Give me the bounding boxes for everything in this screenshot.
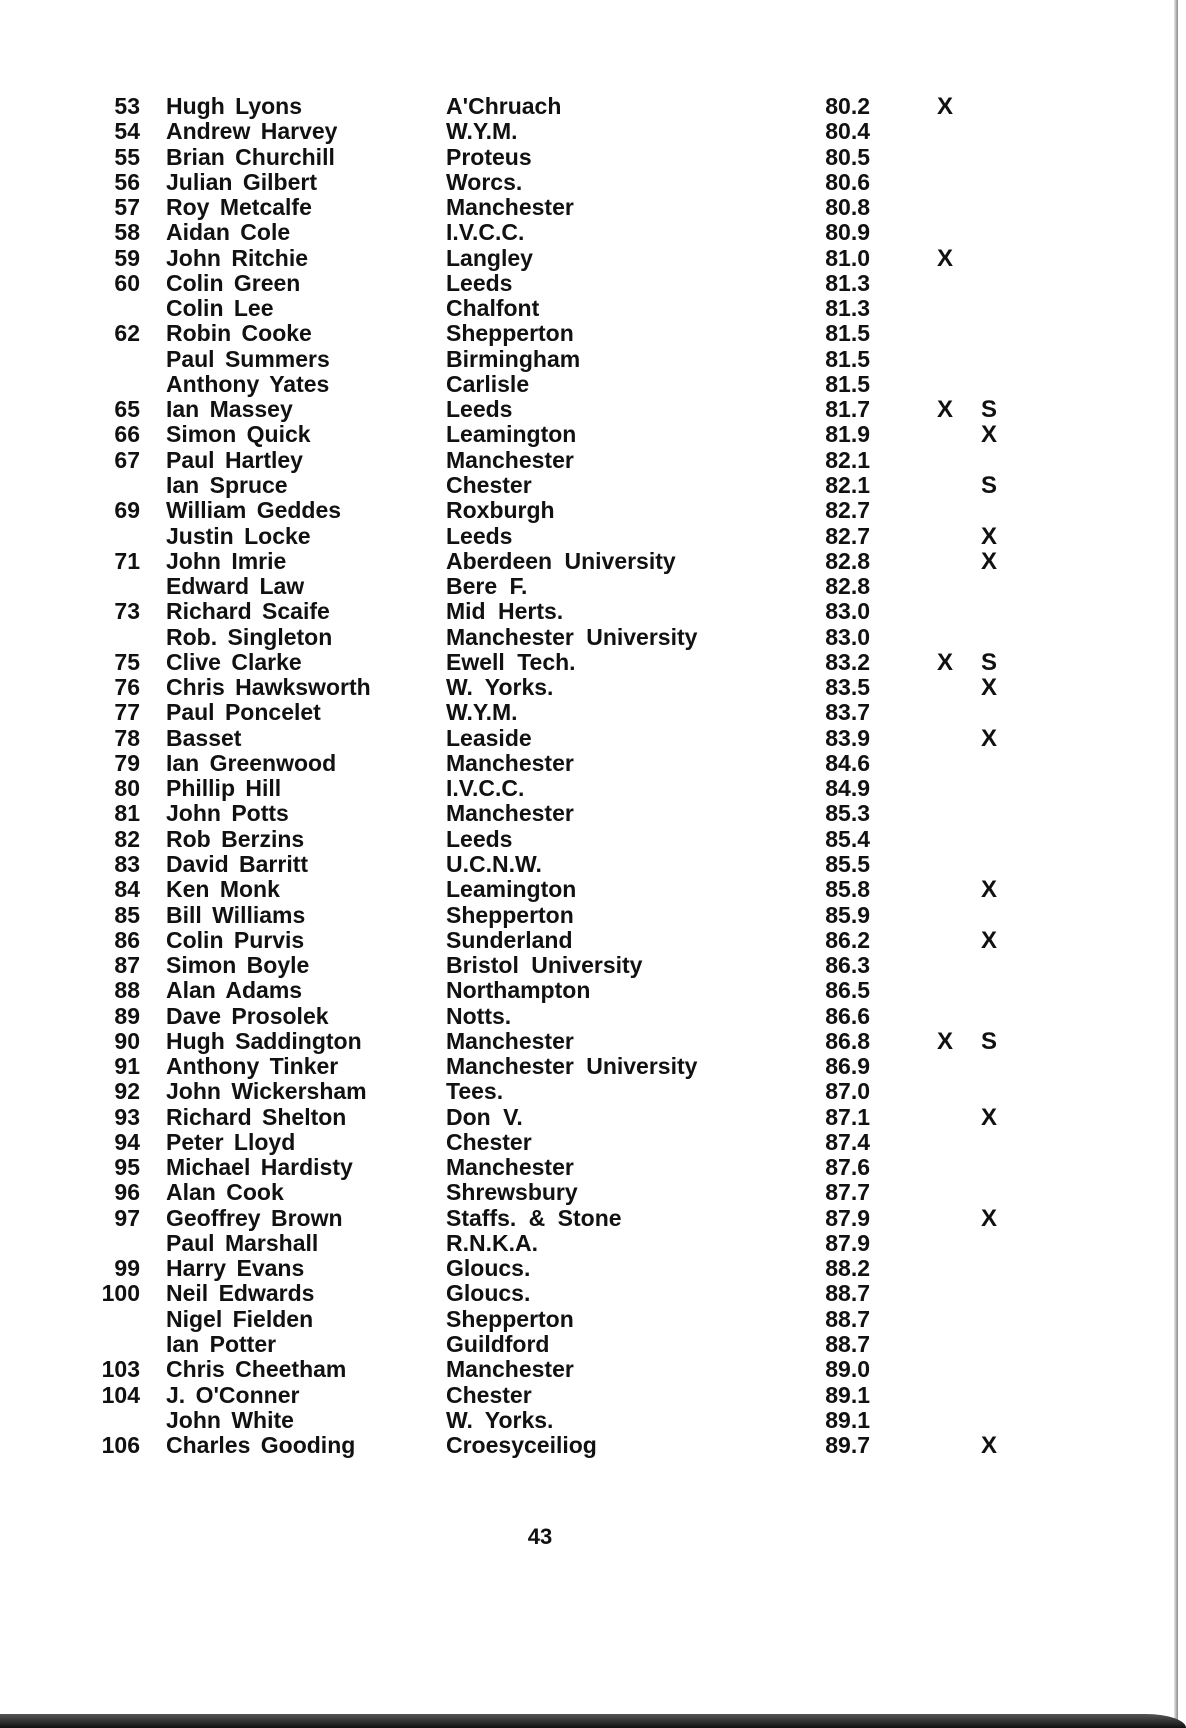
position-number: 75	[114, 648, 140, 675]
club-name: Proteus	[446, 143, 532, 170]
competitor-name: Clive Clarke	[166, 648, 302, 675]
competitor-name: Rob. Singleton	[166, 623, 333, 650]
club-name: Shrewsbury	[446, 1179, 578, 1206]
result-row	[0, 94, 1186, 119]
time-value: 85.8	[825, 876, 870, 903]
club-name: Leaside	[446, 724, 532, 751]
mark-x: X	[936, 396, 953, 424]
mark-s: S	[980, 648, 997, 676]
competitor-name: Chris Cheetham	[166, 1356, 347, 1383]
competitor-name: Phillip Hill	[166, 775, 282, 802]
mark-s: X	[980, 1432, 997, 1460]
competitor-name: Richard Shelton	[166, 1103, 347, 1130]
time-value: 86.5	[825, 977, 870, 1004]
club-name: Tees.	[446, 1078, 504, 1105]
position-number: 60	[114, 269, 140, 296]
mark-s: X	[980, 674, 997, 702]
position-number: 54	[114, 118, 140, 145]
club-name: R.N.K.A.	[446, 1229, 538, 1256]
result-row	[0, 1054, 1186, 1079]
result-row	[0, 903, 1186, 928]
club-name: W.Y.M.	[446, 699, 518, 726]
competitor-name: Colin Green	[166, 269, 301, 296]
time-value: 82.7	[825, 522, 870, 549]
competitor-name: Simon Boyle	[166, 952, 310, 979]
result-row	[0, 1180, 1186, 1205]
result-row	[0, 347, 1186, 372]
club-name: Chester	[446, 1381, 532, 1408]
time-value: 81.7	[825, 396, 870, 423]
club-name: Leeds	[446, 396, 513, 423]
mark-s: X	[980, 547, 997, 575]
result-row	[0, 1029, 1186, 1054]
competitor-name: Richard Scaife	[166, 598, 330, 625]
competitor-name: Nigel Fielden	[166, 1305, 314, 1332]
result-row	[0, 1408, 1186, 1433]
result-row	[0, 1004, 1186, 1029]
competitor-name: Chris Hawksworth	[166, 674, 371, 701]
competitor-name: Bill Williams	[166, 901, 306, 928]
position-number: 97	[114, 1204, 140, 1231]
competitor-name: John White	[166, 1406, 294, 1433]
club-name: Manchester	[446, 800, 574, 827]
club-name: Langley	[446, 244, 533, 271]
position-number: 67	[114, 446, 140, 473]
result-row	[0, 422, 1186, 447]
time-value: 83.0	[825, 623, 870, 650]
time-value: 88.7	[825, 1280, 870, 1307]
position-number: 81	[114, 800, 140, 827]
time-value: 87.0	[825, 1078, 870, 1105]
competitor-name: Simon Quick	[166, 421, 311, 448]
time-value: 86.8	[825, 1027, 870, 1054]
competitor-name: Ian Spruce	[166, 471, 288, 498]
result-row	[0, 599, 1186, 624]
position-number: 89	[114, 1002, 140, 1029]
mark-x: X	[936, 93, 953, 120]
time-value: 80.9	[825, 219, 870, 246]
position-number: 76	[114, 674, 140, 701]
mark-s: X	[980, 421, 997, 449]
competitor-name: Peter Lloyd	[166, 1128, 296, 1155]
result-row	[0, 953, 1186, 978]
competitor-name: Julian Gilbert	[166, 168, 317, 195]
position-number: 90	[114, 1027, 140, 1054]
time-value: 81.3	[825, 295, 870, 322]
position-number: 77	[114, 699, 140, 726]
club-name: Chester	[446, 1128, 532, 1155]
position-number: 83	[114, 850, 140, 877]
position-number: 96	[114, 1179, 140, 1206]
club-name: Worcs.	[446, 168, 523, 195]
position-number: 56	[114, 168, 140, 195]
club-name: I.V.C.C.	[446, 775, 525, 802]
position-number: 71	[114, 547, 140, 574]
time-value: 81.9	[825, 421, 870, 448]
result-row	[0, 675, 1186, 700]
result-row	[0, 1357, 1186, 1382]
position-number: 103	[101, 1356, 140, 1383]
club-name: Notts.	[446, 1002, 512, 1029]
club-name: Staffs. & Stone	[446, 1204, 622, 1231]
position-number: 106	[101, 1432, 140, 1459]
position-number: 88	[114, 977, 140, 1004]
club-name: Bristol University	[446, 952, 643, 979]
time-value: 89.1	[825, 1381, 870, 1408]
club-name: Guildford	[446, 1331, 550, 1358]
club-name: Bere F.	[446, 573, 528, 600]
result-row	[0, 574, 1186, 599]
club-name: Sunderland	[446, 926, 573, 953]
club-name: A'Chruach	[446, 93, 562, 119]
time-value: 81.0	[825, 244, 870, 271]
club-name: Manchester University	[446, 1053, 698, 1080]
position-number: 78	[114, 724, 140, 751]
position-number: 93	[114, 1103, 140, 1130]
position-number: 82	[114, 825, 140, 852]
time-value: 85.9	[825, 901, 870, 928]
time-value: 81.5	[825, 345, 870, 372]
time-value: 84.9	[825, 775, 870, 802]
position-number: 99	[114, 1255, 140, 1282]
competitor-name: Dave Prosolek	[166, 1002, 329, 1029]
result-row	[0, 397, 1186, 422]
time-value: 83.7	[825, 699, 870, 726]
time-value: 82.1	[825, 446, 870, 473]
time-value: 81.5	[825, 370, 870, 397]
mark-s: S	[980, 1027, 997, 1055]
results-list	[0, 94, 1186, 1458]
club-name: Leeds	[446, 825, 513, 852]
result-row	[0, 372, 1186, 397]
time-value: 82.8	[825, 547, 870, 574]
club-name: Shepperton	[446, 320, 574, 347]
competitor-name: Rob Berzins	[166, 825, 305, 852]
mark-s: X	[980, 1204, 997, 1232]
competitor-name: Ian Potter	[166, 1331, 277, 1358]
club-name: Manchester	[446, 446, 574, 473]
competitor-name: Ian Massey	[166, 396, 293, 423]
club-name: Roxburgh	[446, 497, 555, 524]
position-number: 65	[114, 396, 140, 423]
result-row	[0, 1307, 1186, 1332]
result-row	[0, 271, 1186, 296]
result-row	[0, 751, 1186, 776]
time-value: 87.9	[825, 1229, 870, 1256]
position-number: 58	[114, 219, 140, 246]
result-row	[0, 170, 1186, 195]
time-value: 80.2	[825, 93, 870, 119]
position-number: 59	[114, 244, 140, 271]
result-row	[0, 246, 1186, 271]
competitor-name: Basset	[166, 724, 242, 751]
result-row	[0, 1383, 1186, 1408]
result-row	[0, 145, 1186, 170]
club-name: Manchester	[446, 749, 574, 776]
club-name: W. Yorks.	[446, 1406, 554, 1433]
result-row	[0, 549, 1186, 574]
position-number: 104	[101, 1381, 140, 1408]
result-row	[0, 776, 1186, 801]
competitor-name: Geoffrey Brown	[166, 1204, 343, 1231]
competitor-name: Charles Gooding	[166, 1432, 356, 1459]
competitor-name: Paul Hartley	[166, 446, 303, 473]
position-number: 95	[114, 1154, 140, 1181]
time-value: 82.1	[825, 471, 870, 498]
competitor-name: Andrew Harvey	[166, 118, 338, 145]
position-number: 69	[114, 497, 140, 524]
time-value: 88.7	[825, 1305, 870, 1332]
club-name: Leamington	[446, 421, 577, 448]
position-number: 85	[114, 901, 140, 928]
competitor-name: J. O'Conner	[166, 1381, 300, 1408]
time-value: 80.4	[825, 118, 870, 145]
result-row	[0, 119, 1186, 144]
position-number: 91	[114, 1053, 140, 1080]
position-number: 80	[114, 775, 140, 802]
competitor-name: Harry Evans	[166, 1255, 305, 1282]
competitor-name: David Barritt	[166, 850, 309, 877]
competitor-name: Ian Greenwood	[166, 749, 337, 776]
club-name: Manchester	[446, 194, 574, 221]
competitor-name: Paul Marshall	[166, 1229, 319, 1256]
result-row	[0, 220, 1186, 245]
mark-x: X	[936, 244, 953, 272]
result-row	[0, 1231, 1186, 1256]
competitor-name: Anthony Tinker	[166, 1053, 339, 1080]
time-value: 83.5	[825, 674, 870, 701]
competitor-name: Neil Edwards	[166, 1280, 315, 1307]
position-number: 86	[114, 926, 140, 953]
club-name: I.V.C.C.	[446, 219, 525, 246]
mark-x: X	[936, 648, 953, 676]
club-name: Aberdeen University	[446, 547, 676, 574]
time-value: 87.6	[825, 1154, 870, 1181]
competitor-name: John Imrie	[166, 547, 287, 574]
time-value: 86.3	[825, 952, 870, 979]
club-name: Manchester	[446, 1154, 574, 1181]
position-number: 57	[114, 194, 140, 221]
position-number: 100	[101, 1280, 140, 1307]
time-value: 86.6	[825, 1002, 870, 1029]
club-name: Chalfont	[446, 295, 540, 322]
position-number: 66	[114, 421, 140, 448]
club-name: Leeds	[446, 269, 513, 296]
mark-s: X	[980, 876, 997, 904]
result-row	[0, 1206, 1186, 1231]
result-row	[0, 852, 1186, 877]
competitor-name: William Geddes	[166, 497, 342, 524]
club-name: Shepperton	[446, 1305, 574, 1332]
competitor-name: John Potts	[166, 800, 289, 827]
club-name: Leamington	[446, 876, 577, 903]
competitor-name: Paul Poncelet	[166, 699, 321, 726]
result-row	[0, 625, 1186, 650]
time-value: 84.6	[825, 749, 870, 776]
club-name: Manchester	[446, 1356, 574, 1383]
time-value: 85.4	[825, 825, 870, 852]
position-number: 87	[114, 952, 140, 979]
mark-s: X	[980, 926, 997, 954]
page-edge-bottom	[0, 1714, 1186, 1728]
competitor-name: Colin Lee	[166, 295, 274, 322]
club-name: Birmingham	[446, 345, 581, 372]
club-name: Don V.	[446, 1103, 523, 1130]
result-row	[0, 1433, 1186, 1458]
competitor-name: Anthony Yates	[166, 370, 330, 397]
position-number: 79	[114, 749, 140, 776]
time-value: 81.3	[825, 269, 870, 296]
time-value: 89.0	[825, 1356, 870, 1383]
club-name: Gloucs.	[446, 1255, 531, 1282]
time-value: 80.6	[825, 168, 870, 195]
result-row	[0, 978, 1186, 1003]
result-row	[0, 195, 1186, 220]
result-row	[0, 473, 1186, 498]
club-name: Mid Herts.	[446, 598, 564, 625]
position-number: 84	[114, 876, 140, 903]
result-row	[0, 1155, 1186, 1180]
position-number: 92	[114, 1078, 140, 1105]
competitor-name: Brian Churchill	[166, 143, 335, 170]
club-name: Carlisle	[446, 370, 530, 397]
club-name: U.C.N.W.	[446, 850, 542, 877]
competitor-name: Aidan Cole	[166, 219, 291, 246]
result-row	[0, 650, 1186, 675]
time-value: 86.2	[825, 926, 870, 953]
time-value: 82.7	[825, 497, 870, 524]
club-name: Northampton	[446, 977, 591, 1004]
time-value: 81.5	[825, 320, 870, 347]
time-value: 89.1	[825, 1406, 870, 1433]
time-value: 87.7	[825, 1179, 870, 1206]
competitor-name: Edward Law	[166, 573, 305, 600]
page-number: 43	[527, 1524, 553, 1549]
time-value: 87.1	[825, 1103, 870, 1130]
result-row	[0, 1105, 1186, 1130]
club-name: Chester	[446, 471, 532, 498]
mark-s: X	[980, 522, 997, 550]
result-row	[0, 524, 1186, 549]
competitor-name: Hugh Saddington	[166, 1027, 362, 1054]
time-value: 87.4	[825, 1128, 870, 1155]
time-value: 88.2	[825, 1255, 870, 1282]
time-value: 89.7	[825, 1432, 870, 1459]
competitor-name: Robin Cooke	[166, 320, 312, 347]
time-value: 85.5	[825, 850, 870, 877]
competitor-name: John Wickersham	[166, 1078, 367, 1105]
position-number: 73	[114, 598, 140, 625]
mark-s: S	[980, 396, 997, 424]
club-name: Croesyceiliog	[446, 1432, 597, 1459]
competitor-name: Michael Hardisty	[166, 1154, 353, 1181]
mark-x: X	[936, 1027, 953, 1055]
mark-s: S	[980, 471, 997, 499]
position-number: 53	[114, 93, 140, 119]
result-row	[0, 801, 1186, 826]
result-row	[0, 498, 1186, 523]
result-row	[0, 448, 1186, 473]
result-row	[0, 296, 1186, 321]
result-row	[0, 928, 1186, 953]
time-value: 83.0	[825, 598, 870, 625]
time-value: 83.9	[825, 724, 870, 751]
result-row	[0, 1332, 1186, 1357]
competitor-name: John Ritchie	[166, 244, 309, 271]
club-name: Manchester University	[446, 623, 698, 650]
competitor-name: Roy Metcalfe	[166, 194, 312, 221]
club-name: Ewell Tech.	[446, 648, 576, 675]
position-number: 62	[114, 320, 140, 347]
mark-s: X	[980, 1103, 997, 1131]
result-row	[0, 321, 1186, 346]
competitor-name: Alan Cook	[166, 1179, 284, 1206]
time-value: 80.8	[825, 194, 870, 221]
competitor-name: Colin Purvis	[166, 926, 305, 953]
competitor-name: Ken Monk	[166, 876, 280, 903]
club-name: W.Y.M.	[446, 118, 518, 145]
club-name: Leeds	[446, 522, 513, 549]
result-row	[0, 877, 1186, 902]
club-name: Gloucs.	[446, 1280, 531, 1307]
time-value: 85.3	[825, 800, 870, 827]
result-row	[0, 700, 1186, 725]
result-row	[0, 1130, 1186, 1155]
club-name: Manchester	[446, 1027, 574, 1054]
competitor-name: Paul Summers	[166, 345, 330, 372]
mark-s: X	[980, 724, 997, 752]
time-value: 80.5	[825, 143, 870, 170]
competitor-name: Alan Adams	[166, 977, 303, 1004]
time-value: 86.9	[825, 1053, 870, 1080]
result-row	[0, 726, 1186, 751]
club-name: Shepperton	[446, 901, 574, 928]
time-value: 82.8	[825, 573, 870, 600]
result-row	[0, 1281, 1186, 1306]
competitor-name: Justin Locke	[166, 522, 311, 549]
result-row	[0, 1079, 1186, 1104]
competitor-name: Hugh Lyons	[166, 93, 303, 119]
position-number: 55	[114, 143, 140, 170]
time-value: 88.7	[825, 1331, 870, 1358]
result-row	[0, 827, 1186, 852]
time-value: 87.9	[825, 1204, 870, 1231]
result-row	[0, 1256, 1186, 1281]
time-value: 83.2	[825, 648, 870, 675]
club-name: W. Yorks.	[446, 674, 554, 701]
position-number: 94	[114, 1128, 140, 1155]
